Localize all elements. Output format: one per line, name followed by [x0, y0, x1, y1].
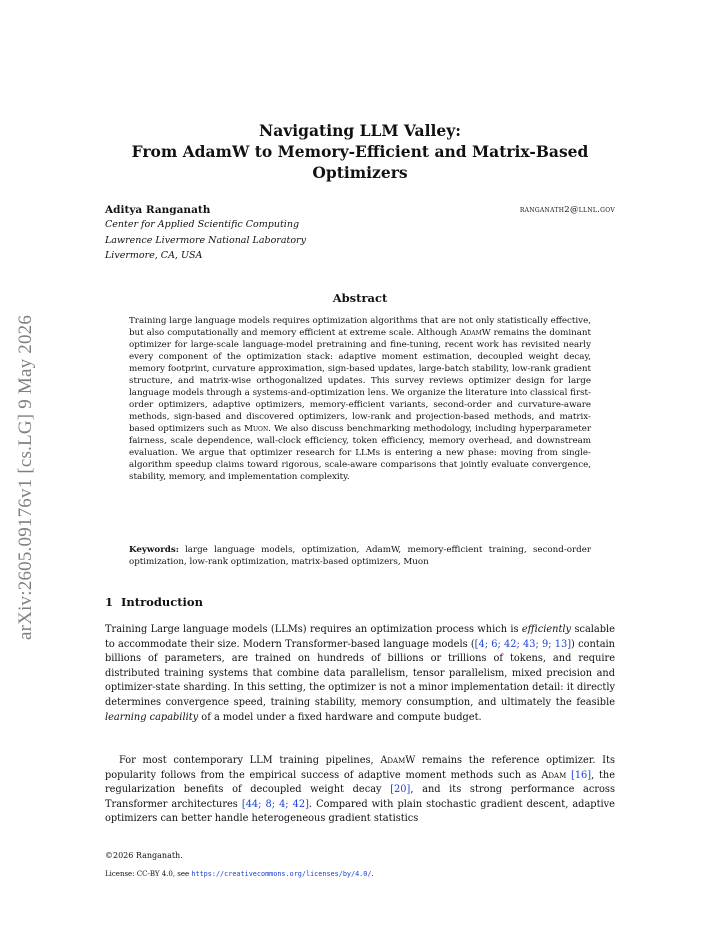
- abstract-text: [129, 315, 591, 483]
- p2-text-3: , the regularization benefits of decoupled weight decay: [105, 769, 615, 796]
- citation-link[interactable]: [16]: [571, 769, 592, 781]
- affiliation-2: Lawrence Livermore National Laboratory: [105, 234, 306, 246]
- author-email[interactable]: ranganath2@llnl.gov: [519, 205, 615, 215]
- author-name: Aditya Ranganath: [105, 204, 211, 216]
- citation-link[interactable]: [4; 6; 42; 43; 9; 13]: [474, 638, 572, 650]
- arxiv-identifier: arXiv:2605.09176v1 [cs.LG] 9 May 2026: [15, 314, 36, 640]
- abstract-adamw: AdamW: [460, 328, 491, 338]
- paper-title: [105, 120, 615, 183]
- citation-link[interactable]: [44; 8; 4; 42]: [241, 798, 309, 810]
- footer-copyright: ©2026 Ranganath.: [105, 851, 183, 860]
- section-title: Introduction: [121, 595, 203, 609]
- license-label: License: CC-BY 4.0, see: [105, 870, 192, 878]
- section-number: 1: [105, 595, 114, 609]
- p2-text-4: , and its strong performance across Transformer architectures: [105, 784, 615, 810]
- abstract-part-c: . We also discuss benchmarking methodology, including hyperparameter fairness, scale dependence, wall-clock efficiency, token efficiency, memory overhead, and downstream evaluation. We argue that optimizer research for LLMs is entering a new phase: moving from single-algorithm speedup claims toward rigorous, scale-aware comparisons that jointly evaluate convergence, stability, memory, and implementation complexity.: [129, 424, 592, 482]
- keywords: [129, 544, 591, 568]
- p2-adamw: AdamW: [380, 755, 416, 766]
- affiliation-3: Livermore, CA, USA: [105, 250, 203, 261]
- title-line-1: Navigating LLM Valley:: [259, 121, 461, 140]
- abstract-part-b: remains the dominant optimizer for large-scale language-model pretraining and fine-tuning, recent work has revisited nearly every component of the optimization stack: adaptive moment estimation, decoupled weight decay, memory footprint, curvature approximation, sign-based updates, large-batch stability, low-rank gradient structure, and matrix-wise orthogonalized updates. This survey reviews optimizer design for large language models through a systems-and-optimization lens. We organize the literature into classical first-order optimizers, adaptive optimizers, memory-efficient variants, second-order and curvature-aware methods, sign-based and discovered optimizers, low-rank and projection-based methods, and matrix-based optimizers such as: [129, 328, 591, 434]
- p2-text-5: . Compared with plain stochastic gradient descent, adaptive optimizers can better handle heterogeneous gradient statistics: [105, 798, 615, 825]
- section-heading-introduction: [105, 595, 203, 609]
- affiliation-1: Center for Applied Scientific Computing: [105, 219, 300, 230]
- intro-paragraph-2: [105, 754, 615, 827]
- p1-emphasis-1: efficiently: [521, 624, 572, 635]
- citation-link[interactable]: [20]: [390, 784, 411, 796]
- footer-license: [105, 870, 374, 878]
- p1-text-4: of a model under a fixed hardware and compute budget.: [198, 711, 482, 723]
- title-line-3: Optimizers: [312, 163, 408, 182]
- p1-text-2: scalable to accommodate their size. Modern Transformer-based language models (: [105, 624, 615, 650]
- p2-text-2: remains the reference optimizer. Its popularity follows from the empirical success of adaptive moment methods such as: [105, 755, 615, 781]
- p1-emphasis-2: learning capability: [105, 711, 199, 723]
- abstract-muon: Muon: [244, 424, 269, 434]
- license-end: .: [371, 870, 374, 878]
- p1-text-1: Training Large language models (LLMs) requires an optimization process which is: [105, 624, 522, 635]
- keywords-label: Keywords:: [129, 545, 179, 555]
- keywords-text: large language models, optimization, AdamW, memory-efficient training, second-order optimization, low-rank optimization, matrix-based optimizers, Muon: [129, 545, 591, 567]
- p2-text-1: For most contemporary LLM training pipelines,: [119, 755, 381, 766]
- abstract-part-a: Training large language models requires optimization algorithms that are not only statistically effective, but also computationally and memory efficient at extreme scale. Although: [129, 316, 591, 338]
- title-line-2: From AdamW to Memory-Efficient and Matrix-Based: [131, 142, 589, 161]
- p2-adam: Adam: [541, 769, 567, 781]
- p1-text-3: ) contain billions of parameters, are trained on hundreds of billions or trillions of tokens, and require distributed training systems that combine data parallelism, tensor parallelism, mixed precision and optimizer-state sharding. In this setting, the optimizer is not a minor implementation detail: it directly determines convergence speed, training stability, memory consumption, and ultimately the feasible: [105, 638, 615, 708]
- author-block: [105, 203, 615, 264]
- license-url-link[interactable]: https://creativecommons.org/licenses/by/4.0/: [191, 870, 372, 878]
- intro-paragraph-1: [105, 623, 615, 725]
- abstract-heading: Abstract: [332, 291, 388, 305]
